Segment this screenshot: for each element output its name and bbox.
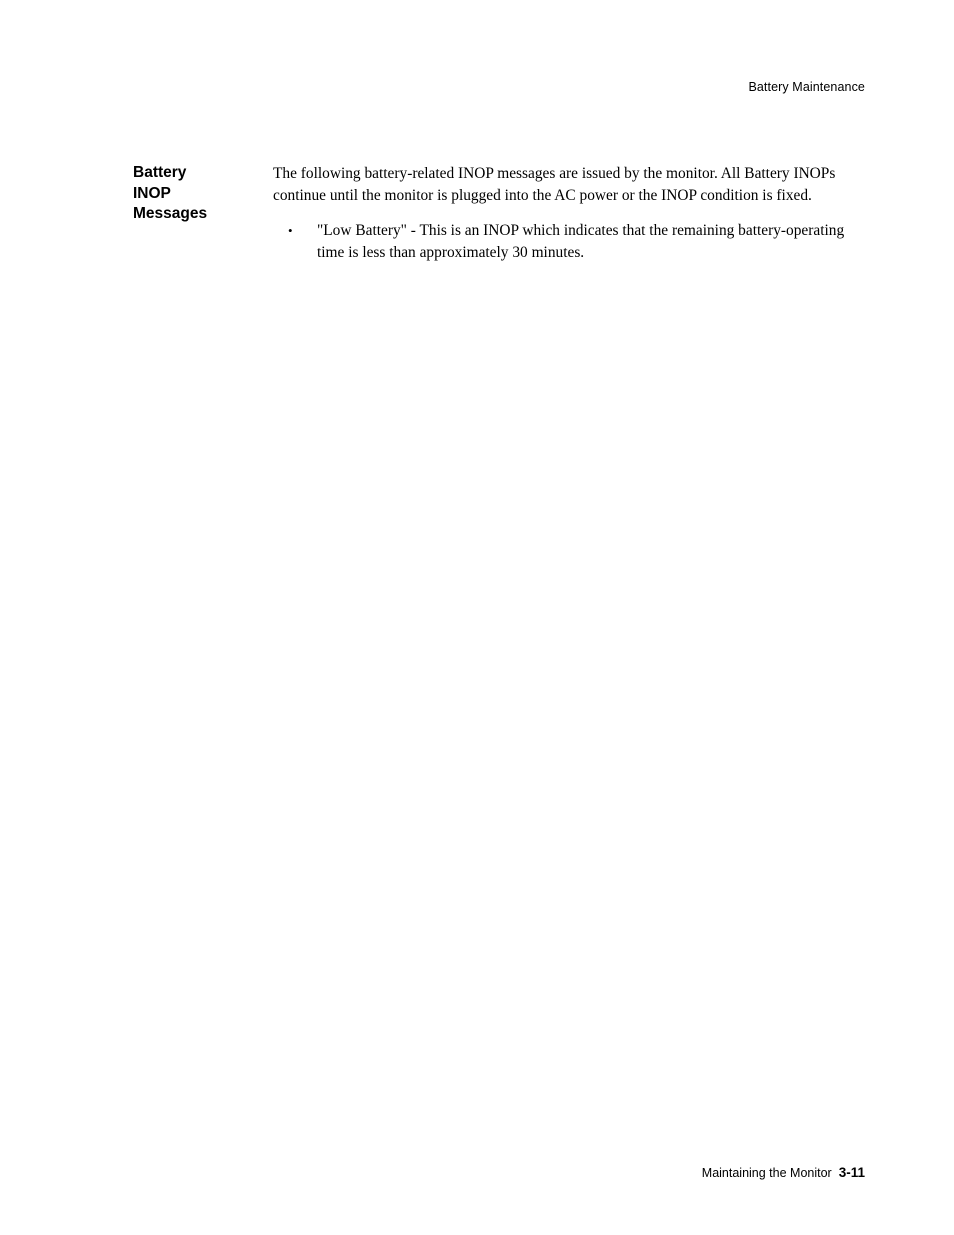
page-header-running-title: Battery Maintenance (748, 80, 865, 94)
footer-page-number: 3-11 (838, 1165, 865, 1180)
section-heading-line-3: Messages (133, 205, 208, 222)
section-body (273, 163, 868, 271)
section-heading-line-2: INOP (133, 184, 171, 202)
footer-chapter-title: Maintaining the Monitor (701, 1166, 832, 1180)
bullet-icon: • (288, 223, 293, 238)
list-item (273, 220, 868, 263)
list-item-text: "Low Battery" - This is an INOP which indicates that the remaining battery-operating time is less than approximately 30 minutes. (317, 222, 845, 261)
bullet-list (273, 220, 868, 263)
section-heading-line-1: Battery (133, 164, 187, 181)
intro-paragraph: The following battery-related INOP messages are issued by the monitor. All Battery INOPs continue until the monitor is plugged into the AC power or the INOP condition is fixed. (273, 165, 836, 204)
page-footer (702, 1165, 865, 1180)
section-heading (133, 163, 263, 225)
